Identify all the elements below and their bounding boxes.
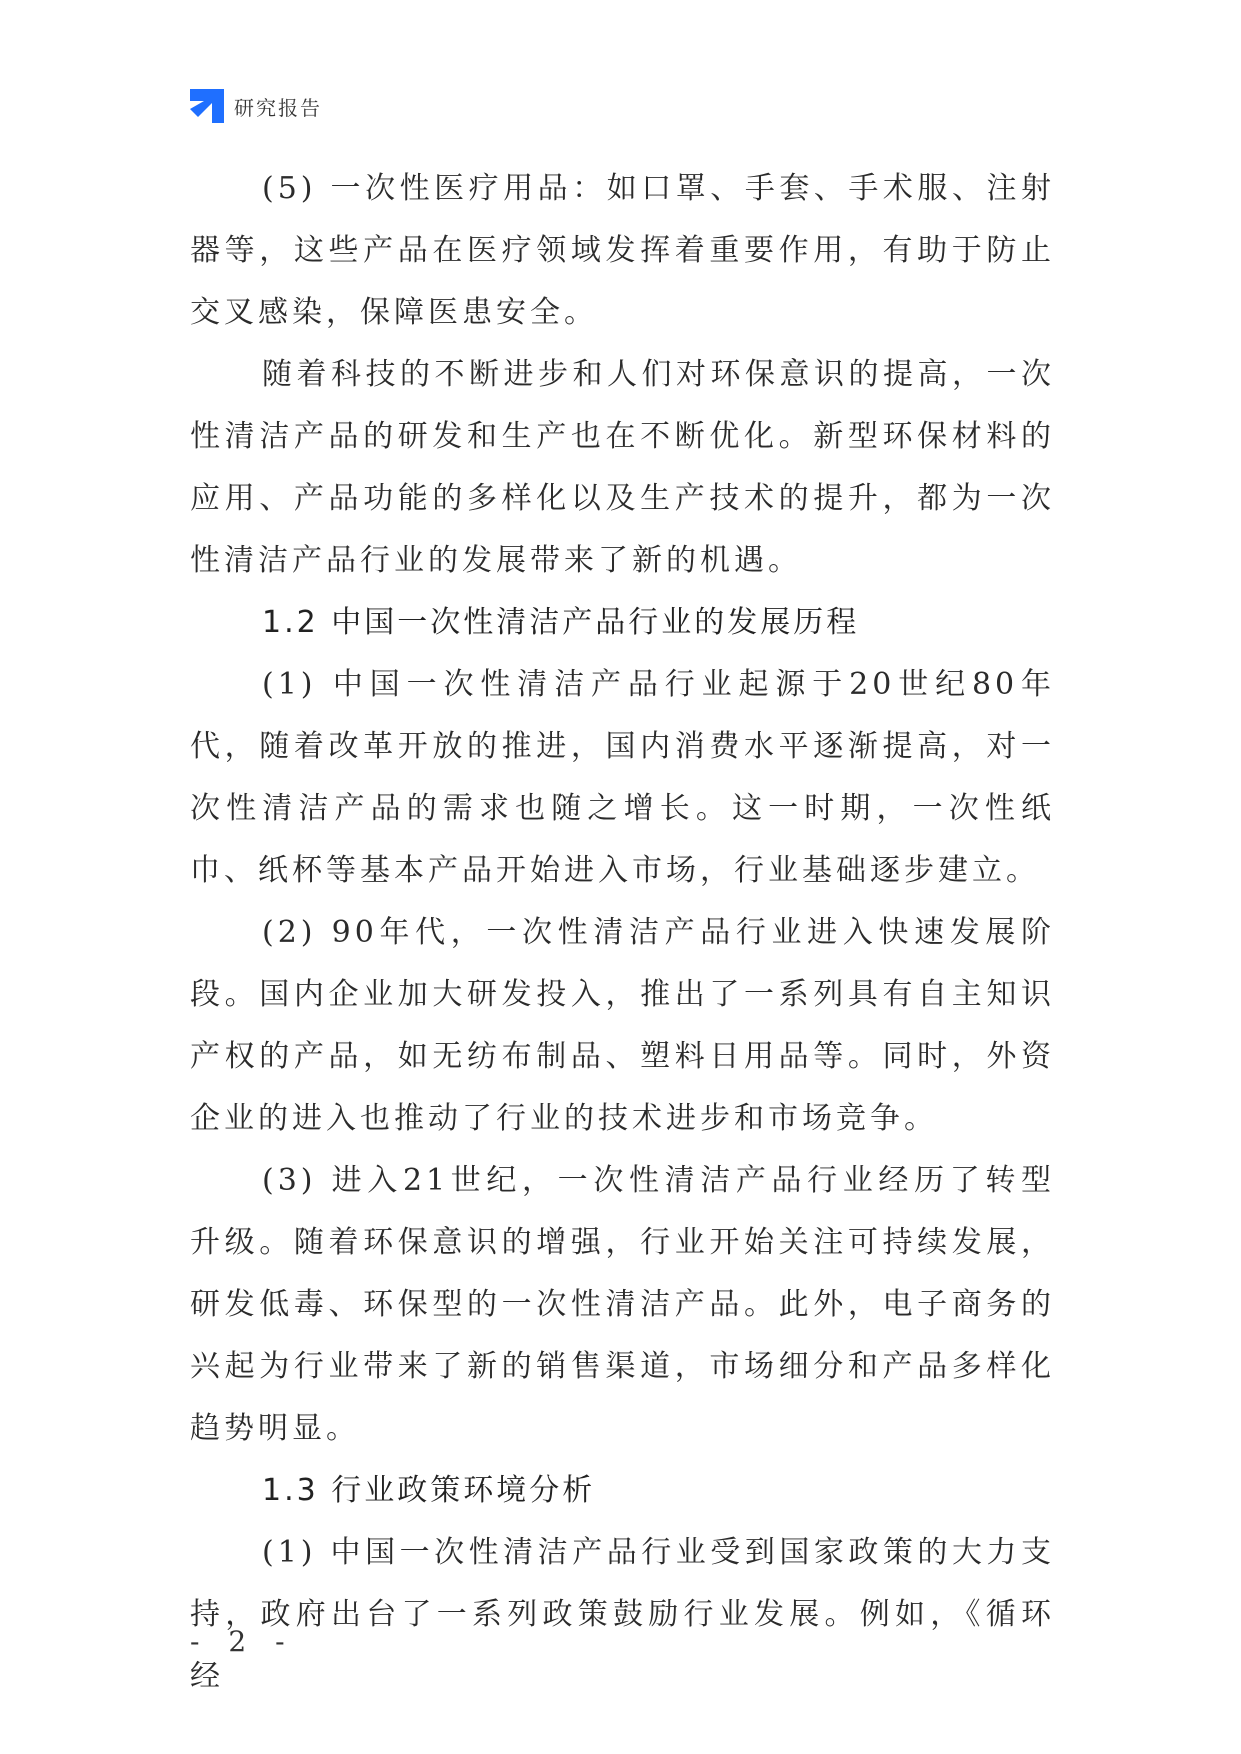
page-header: [190, 88, 322, 124]
paragraph-history-2: (2) 90年代，一次性清洁产品行业进入快速发展阶段。国内企业加大研发投入，推出了一系列具有自主知识产权的产品，如无纺布制品、塑料日用品等。同时，外资企业的进入也推动了行业的技术进步和市场竞争。: [190, 915, 1055, 1136]
paragraph-policy-1: (1) 中国一次性清洁产品行业受到国家政策的大力支持，政府出台了一系列政策鼓励行业发展。例如，《循环经: [190, 1535, 1055, 1694]
arrow-logo-icon: [190, 89, 224, 123]
paragraph-history-1: (1) 中国一次性清洁产品行业起源于20世纪80年代，随着改革开放的推进，国内消费水平逐渐提高，对一次性清洁产品的需求也随之增长。这一时期，一次性纸巾、纸杯等基本产品开始进入市场，行业基础逐步建立。: [190, 667, 1055, 888]
header-title: 研究报告: [234, 95, 322, 120]
paragraph-medical-supplies: (5) 一次性医疗用品：如口罩、手套、手术服、注射器等，这些产品在医疗领域发挥着重要作用，有助于防止交叉感染，保障医患安全。: [190, 171, 1055, 330]
section-heading-1-3: 1.3 行业政策环境分析: [262, 1473, 596, 1508]
page-number: - 2 -: [190, 1625, 295, 1658]
document-body: [190, 158, 1055, 1708]
section-heading-1-2: 1.2 中国一次性清洁产品行业的发展历程: [262, 605, 860, 640]
paragraph-history-3: (3) 进入21世纪，一次性清洁产品行业经历了转型升级。随着环保意识的增强，行业开始关注可持续发展，研发低毒、环保型的一次性清洁产品。此外，电子商务的兴起为行业带来了新的销售渠道，市场细分和产品多样化趋势明显。: [190, 1163, 1055, 1446]
paragraph-tech-progress: 随着科技的不断进步和人们对环保意识的提高，一次性清洁产品的研发和生产也在不断优化。新型环保材料的应用、产品功能的多样化以及生产技术的提升，都为一次性清洁产品行业的发展带来了新的机遇。: [190, 357, 1055, 578]
